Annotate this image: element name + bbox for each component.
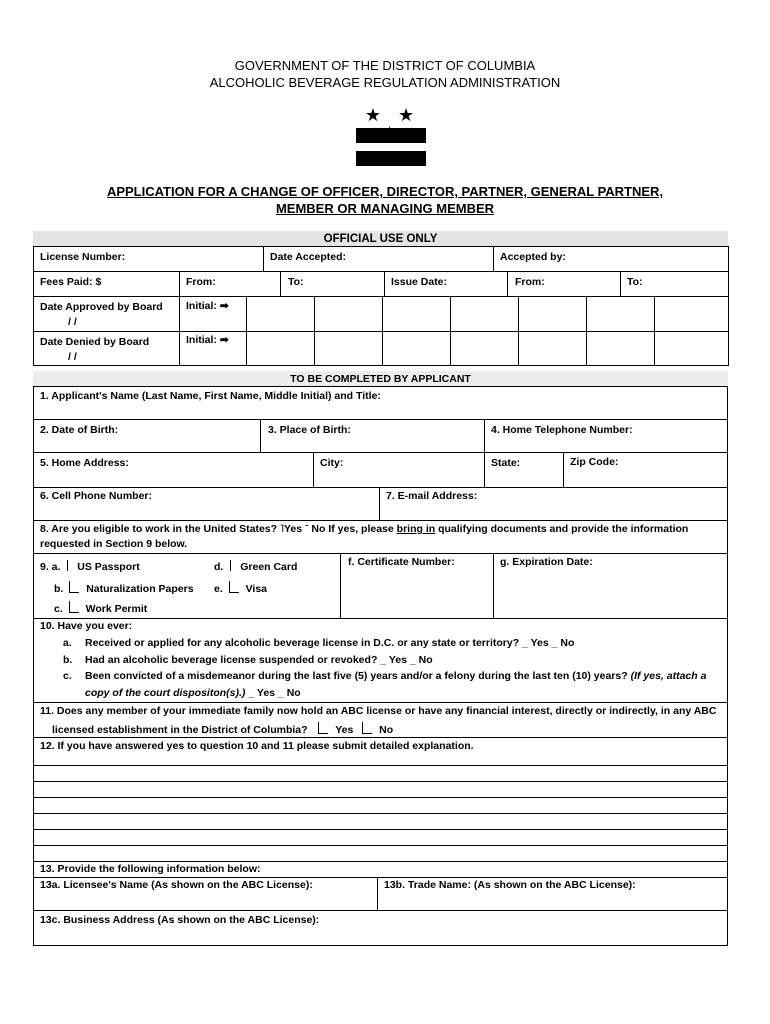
q9a-label: US Passport: [77, 561, 140, 573]
initial-approved-label: Initial: ➡: [186, 300, 229, 312]
q10c-text-italic: (If yes, attach a: [630, 670, 707, 682]
q8-text-part3: requested in Section 9 below.: [40, 538, 188, 550]
q9d-row: [214, 560, 297, 574]
q9b-letter: b.: [54, 583, 64, 595]
zip-code-label: Zip Code:: [570, 456, 619, 468]
q10a-letter: a.: [63, 637, 72, 649]
issue-date-label: Issue Date:: [391, 276, 448, 288]
q10c2-italic: copy of the court dispositon(s).): [85, 687, 246, 699]
form-title-line1: APPLICATION FOR A CHANGE OF OFFICER, DIRECTOR, PARTNER, GENERAL PARTNER,: [106, 184, 664, 199]
q12-text: 12. If you have answered yes to question 10 and 11 please submit detailed explanation.: [40, 740, 474, 752]
q11-text: 11. Does any member of your immediate family now hold an ABC license or have any financial interest, directly or indirectly, in any ABC: [40, 705, 717, 717]
to-label-2: To:: [627, 276, 643, 288]
fees-paid-label: Fees Paid: $: [40, 276, 102, 288]
date-approved-slashes: / /: [68, 316, 77, 328]
q9c-label: Work Permit: [85, 603, 148, 615]
q9a-checkbox[interactable]: [67, 560, 68, 571]
official-use-heading: OFFICIAL USE ONLY: [33, 231, 728, 246]
q9f-certificate-label: f. Certificate Number:: [348, 556, 455, 568]
date-approved-label: Date Approved by Board: [40, 301, 163, 313]
q9a-row: [40, 560, 140, 574]
q8-text-part2: qualifying documents and provide the information: [438, 523, 689, 535]
from-label-1: From:: [186, 276, 216, 288]
q13c-business-address-label: 13c. Business Address (As shown on the ABC License):: [40, 914, 320, 926]
q10c-text: [85, 670, 706, 683]
q8-text-part1: 8. Are you eligible to work in the United States? ˥Yes ˉ No If yes, please: [40, 523, 394, 535]
q13a-licensee-name-label: 13a. Licensee's Name (As shown on the ABC License):: [40, 879, 313, 891]
q9d-checkbox[interactable]: [230, 560, 231, 571]
q11b-text: licensed establishment in the District of Columbia?: [52, 724, 308, 736]
q9e-letter: e.: [214, 583, 223, 595]
initial-denied-label: Initial: ➡: [186, 334, 229, 346]
q11-yes-label: Yes: [335, 724, 354, 736]
q13-text: 13. Provide the following information below:: [40, 863, 261, 875]
q11-yes-checkbox[interactable]: [318, 722, 328, 734]
q4-home-phone-label: 4. Home Telephone Number:: [491, 424, 633, 436]
dc-flag-bar-top: [356, 128, 426, 143]
q1-applicant-name-label: 1. Applicant's Name (Last Name, First Name, Middle Initial) and Title:: [40, 390, 381, 402]
form-title-line2: MEMBER OR MANAGING MEMBER: [275, 201, 495, 216]
q9c-checkbox[interactable]: [69, 601, 79, 613]
accepted-by-label: Accepted by:: [500, 251, 566, 263]
q10c-letter: c.: [63, 670, 72, 682]
q10c2-yes-no: _ Yes _ No: [248, 687, 301, 699]
q10b-text: Had an alcoholic beverage license suspended or revoked? _ Yes _ No: [85, 654, 433, 666]
q8-eligibility-text: [40, 523, 688, 536]
q9e-checkbox[interactable]: [229, 581, 239, 593]
q6-cell-phone-label: 6. Cell Phone Number:: [40, 490, 153, 502]
city-label: City:: [320, 457, 344, 469]
q7-email-label: 7. E-mail Address:: [386, 490, 478, 502]
q9e-label: Visa: [245, 583, 268, 595]
dc-flag-stars: ★ ★: [364, 105, 421, 125]
from-label-2: From:: [515, 276, 545, 288]
agency-name: GOVERNMENT OF THE DISTRICT OF COLUMBIA: [234, 58, 536, 73]
q9e-row: [214, 581, 267, 596]
dc-flag-bar-bottom: [356, 151, 426, 166]
q3-place-of-birth-label: 3. Place of Birth:: [268, 424, 351, 436]
q10-label: 10. Have you ever:: [40, 620, 133, 632]
q10c-text-main: Been convicted of a misdemeanor during the last five (5) years and/or a felony during the last ten (10) years?: [85, 670, 628, 682]
q9b-row: [54, 581, 194, 596]
date-accepted-label: Date Accepted:: [270, 251, 347, 263]
q9b-checkbox[interactable]: [69, 581, 79, 593]
agency-division: ALCOHOLIC BEVERAGE REGULATION ADMINISTRATION: [209, 75, 561, 90]
q11-text-line2: [52, 722, 393, 737]
license-number-label: License Number:: [40, 251, 126, 263]
to-label-1: To:: [288, 276, 304, 288]
q9d-label: Green Card: [240, 561, 298, 573]
q13b-trade-name-label: 13b. Trade Name: (As shown on the ABC License):: [384, 879, 636, 891]
q10a-text: Received or applied for any alcoholic beverage license in D.C. or any state or territory? _ Yes _ No: [85, 637, 575, 649]
q9a-letter: 9. a.: [40, 561, 61, 573]
q11-no-label: No: [379, 724, 394, 736]
q9c-row: [54, 601, 147, 616]
q9d-letter: d.: [214, 561, 224, 573]
q10c-text-line2: [85, 687, 301, 700]
applicant-heading: TO BE COMPLETED BY APPLICANT: [33, 371, 728, 386]
q10b-letter: b.: [63, 654, 73, 666]
q9g-expiration-label: g. Expiration Date:: [500, 556, 593, 568]
q9c-letter: c.: [54, 603, 63, 615]
q2-dob-label: 2. Date of Birth:: [40, 424, 119, 436]
q9b-label: Naturalization Papers: [86, 583, 194, 595]
date-denied-slashes: / /: [68, 351, 77, 363]
q8-bring-in: bring in: [396, 523, 436, 535]
q5-home-address-label: 5. Home Address:: [40, 457, 129, 469]
date-denied-label: Date Denied by Board: [40, 336, 150, 348]
state-label: State:: [491, 457, 521, 469]
q11-no-checkbox[interactable]: [362, 722, 372, 734]
